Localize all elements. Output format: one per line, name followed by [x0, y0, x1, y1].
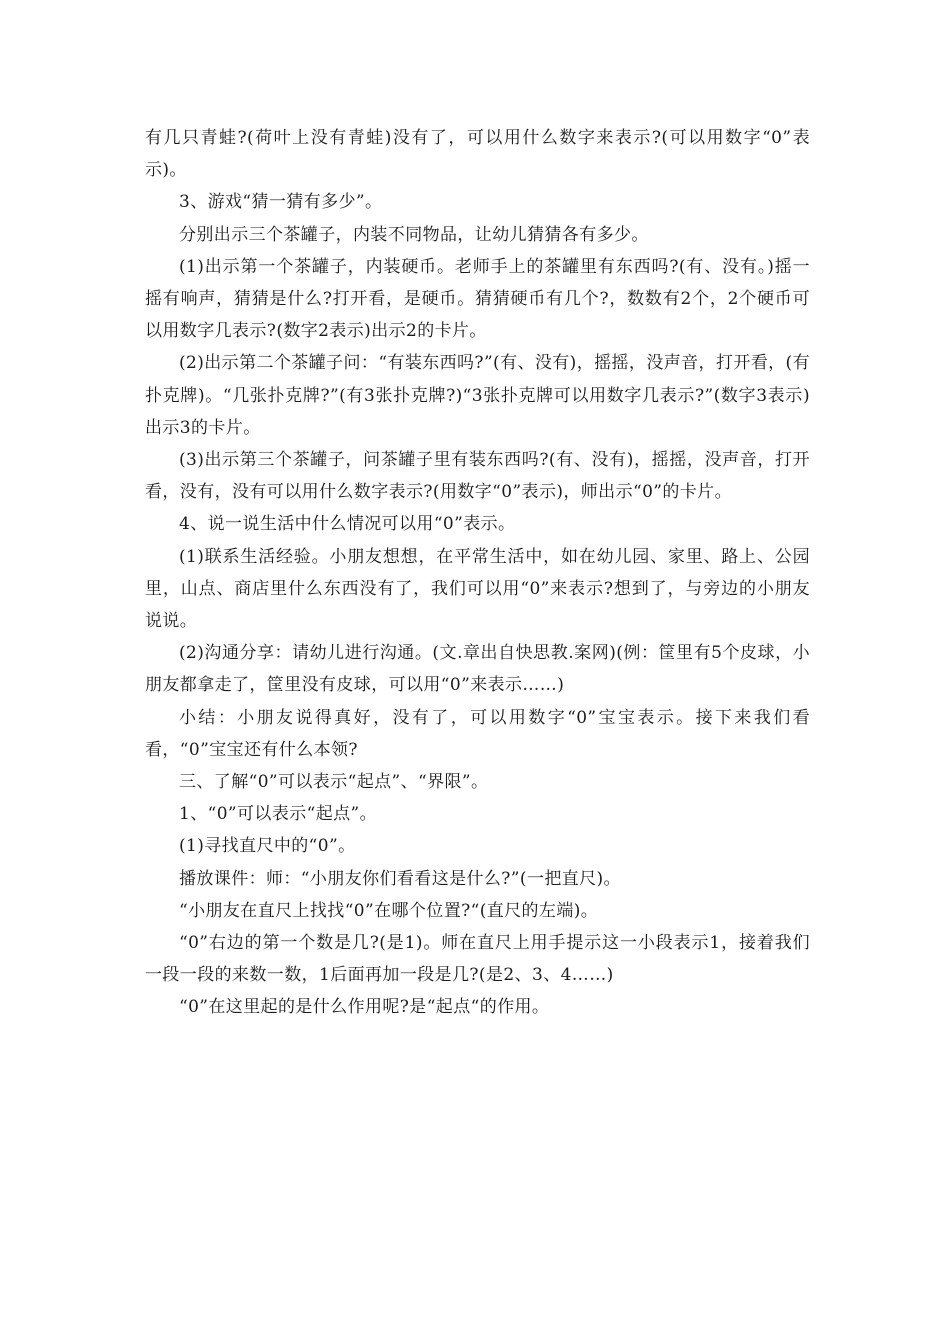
paragraph: (2)出示第二个茶罐子问：“有装东西吗?”(有、没有)，摇摇，没声音，打开看，(有扑克牌)。“几张扑克牌?”(有3张扑克牌?)“3张扑克牌可以用数字几表示?”(数字3表示)出示3的卡片。	[145, 353, 810, 438]
paragraph: (3)出示第三个茶罐子，问茶罐子里有装东西吗?(有、没有)，摇摇，没声音，打开看，没有，没有可以用什么数字表示?(用数字“0”表示)，师出示“0”的卡片。	[145, 450, 810, 503]
section-heading: 三、了解“0”可以表示“起点”、“界限”。	[179, 772, 489, 793]
paragraph: 4、说一说生活中什么情况可以用“0”表示。	[179, 514, 516, 535]
paragraph: (1)联系生活经验。小朋友想想，在平常生活中，如在幼儿园、家里、路上、公园里，山点、商店里什么东西没有了，我们可以用“0”来表示?想到了，与旁边的小朋友说说。	[145, 546, 810, 632]
paragraph: 分别出示三个茶罐子，内装不同物品，让幼儿猜猜各有多少。	[179, 224, 649, 245]
paragraph: 播放课件：师：“小朋友你们看看这是什么?”(一把直尺)。	[179, 868, 621, 889]
paragraph: “0”右边的第一个数是几?(是1)。师在直尺上用手提示这一小段表示1，接着我们一段一段的来数一数，1后面再加一段是几?(是2、3、4……)	[145, 933, 810, 986]
paragraph: “0”在这里起的是什么作用呢?是“起点“的作用。	[179, 997, 550, 1018]
paragraph: 3、游戏“猜一猜有多少”。	[179, 192, 383, 213]
paragraph: “小朋友在直尺上找找“0”在哪个位置?“(直尺的左端)。	[179, 900, 599, 921]
paragraph: (1)出示第一个茶罐子，内装硬币。老师手上的茶罐里有东西吗?(有、没有。)摇一摇有响声，猜猜是什么?打开看，是硬币。猜猜硬币有几个?，数数有2个，2个硬币可以用数字几表示?(数字2表示)出示2的卡片。	[145, 256, 810, 342]
paragraph: 小结：小朋友说得真好，没有了，可以用数字“0”宝宝表示。接下来我们看看，“0”宝宝还有什么本领?	[145, 707, 810, 760]
paragraph: (1)寻找直尺中的“0”。	[179, 836, 356, 857]
document-body	[145, 122, 810, 1024]
paragraph: 有几只青蛙?(荷叶上没有青蛙)没有了，可以用什么数字来表示?(可以用数字“0”表示)。	[145, 128, 810, 181]
paragraph: 1、“0”可以表示“起点”。	[179, 804, 377, 825]
paragraph: (2)沟通分享：请幼儿进行沟通。(文.章出自快思教.案网)(例：筐里有5个皮球，小朋友都拿走了，筐里没有皮球，可以用“0”来表示……)	[145, 643, 810, 696]
